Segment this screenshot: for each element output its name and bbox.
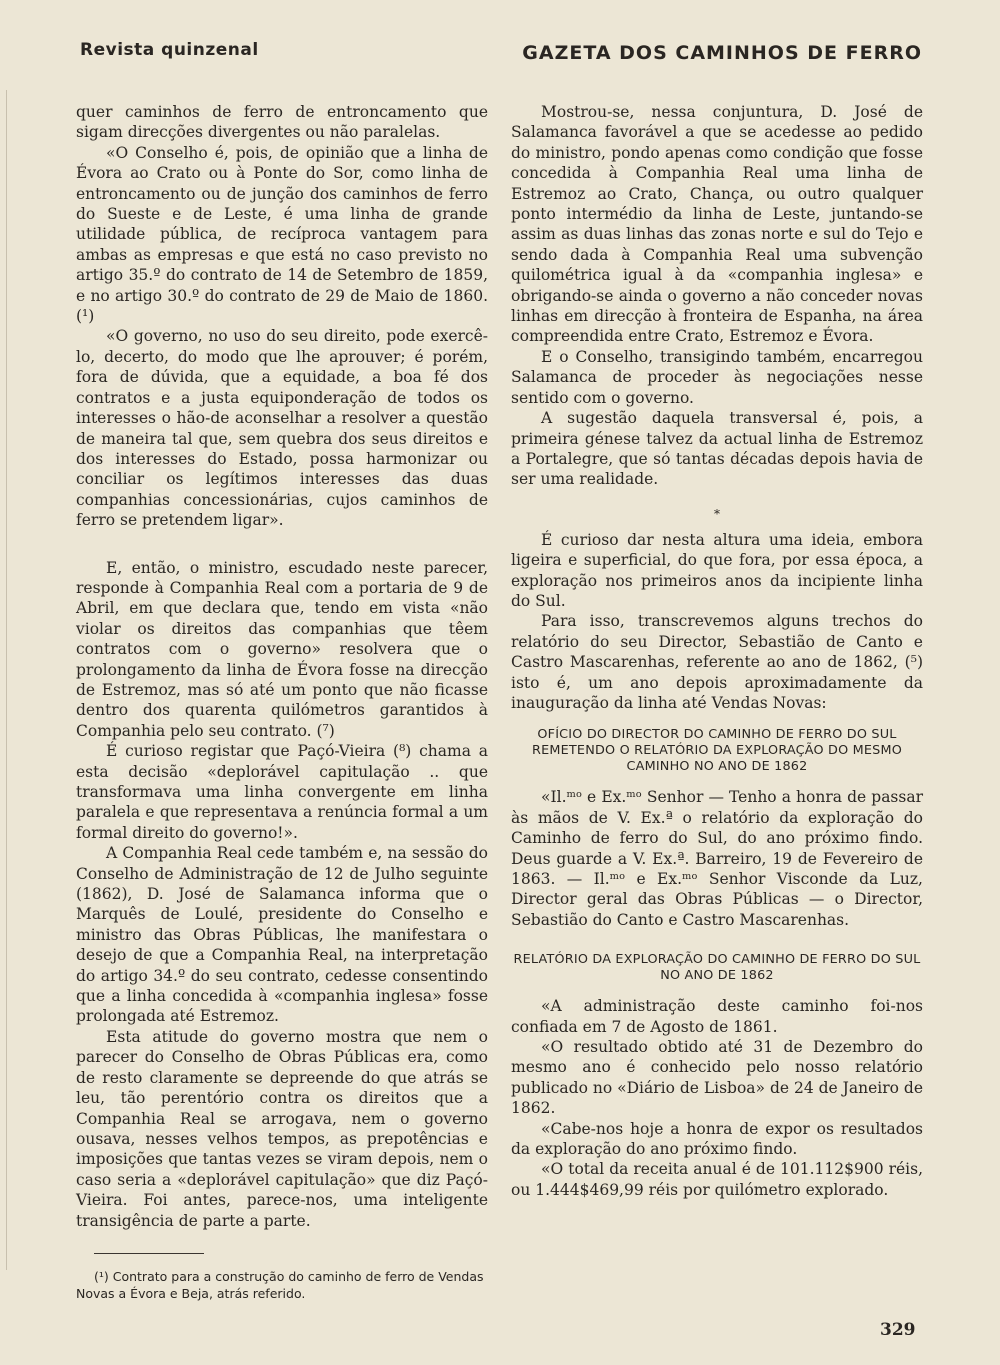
footnote-rule [94,1253,204,1254]
left-column [76,102,488,1302]
paragraph: É curioso registar que Paçó-Vieira (⁸) chama a esta decisão «deplorável capitulação .. que transformava uma linha convergente em linha paralela e que representava a renúncia formal a um formal direito do governo!». [76,742,488,842]
section-heading: OFÍCIO DO DIRECTOR DO CAMINHO DE FERRO DO SUL REMETENDO O RELATÓRIO DA EXPLORAÇÃO DO MESMO CAMINHO NO ANO DE 1862 [532,727,902,775]
paragraph: Mostrou-se, nessa conjuntura, D. José de Salamanca favorável a que se acedesse ao pedido do ministro, pondo apenas como condição que fosse concedida à Companhia Real uma linha de Estremoz ao Crato, Chança, ou outro qualquer ponto intermédio da linha de Leste, juntando-se assim as duas linhas das zonas norte e sul do Tejo e sendo dada à Companhia Real uma subvenção quilométrica igual à da «companhia inglesa» e obrigando-se ainda o governo a não conceder novas linhas em direcção à fronteira de Espanha, na área compreendida entre Crato, Estremoz e Évora. [511,103,923,346]
right-column [511,102,923,1200]
report-paragraph: «O total da receita anual é de 101.112$900 réis, ou 1.444$469,99 réis por quilómetro explorado. [511,1160,923,1199]
paragraph: «O Conselho é, pois, de opinião que a linha de Évora ao Crato ou à Ponte do Sor, como linha de entroncamento ou de junção dos caminhos de ferro do Sueste e de Leste, é uma linha de grande utilidade pública, de recíproca vantagem para ambas as empresas e que está no caso previsto no artigo 35.º do contrato de 14 de Setembro de 1859, e no artigo 30.º do contrato de 29 de Maio de 1860. (¹) [76,143,488,326]
report-paragraph: «O resultado obtido até 31 de Dezembro do mesmo ano é conhecido pelo nosso relatório publicado no «Diário de Lisboa» de 24 de Janeiro de 1862. [511,1038,923,1118]
letter-paragraph: «Il.ᵐᵒ e Ex.ᵐᵒ Senhor — Tenho a honra de passar às mãos de V. Ex.ª o relatório da exploração do Caminho de ferro do Sul, do ano próximo findo. Deus guarde a V. Ex.ª. Barreiro, 19 de Fevereiro de 1863. — Il.ᵐᵒ e Ex.ᵐᵒ Senhor Visconde da Luz, Director geral das Obras Públicas — o Director, Sebastião do Canto e Castro Mascarenhas. [511,788,923,929]
page-number: 329 [880,1320,916,1340]
paragraph: E o Conselho, transigindo também, encarregou Salamanca de proceder às negociações nesse sentido com o governo. [511,347,923,407]
paragraph: A Companhia Real cede também e, na sessão do Conselho de Administração de 12 de Julho seguinte (1862), D. José de Salamanca informa que o Marquês de Loulé, presidente do Conselho e ministro das Obras Públicas, lhe manifestara o desejo de que a Companhia Real, na interpretação do artigo 34.º do seu contrato, cedesse consentindo que a linha concedida à «companhia inglesa» fosse prolongada até Estremoz. [76,844,488,1026]
page-edge [6,90,7,1270]
section-heading: RELATÓRIO DA EXPLORAÇÃO DO CAMINHO DE FERRO DO SUL NO ANO DE 1862 [513,952,921,984]
paragraph: «O governo, no uso do seu direito, pode exercê-lo, decerto, do modo que lhe aprouver; é porém, fora de dúvida, que a equidade, a boa fé dos contratos e a justa equiponderação de todos os interesses o hão-de aconselhar a resolver a questão de maneira tal que, sem quebra dos seus direitos e dos interesses do Estado, possa harmonizar ou conciliar os legítimos interesses das duas companhias concessionárias, cujos caminhos de ferro se pretendem ligar». [76,327,488,530]
paragraph: E, então, o ministro, escudado neste parecer, responde à Companhia Real com a portaria de 9 de Abril, em que declara que, tendo em vista «não violar os direitos das companhias que têem contratos com o governo» resolvera que o prolongamento da linha de Évora fosse na direcção de Estremoz, mas só até um ponto que não ficasse dentro dos quarenta quilómetros garantidos à Companhia pelo seu contrato. (⁷) [76,558,488,740]
paragraph: quer caminhos de ferro de entroncamento que sigam direcções divergentes ou não paralelas. [76,103,488,142]
report-paragraph: «A administração deste caminho foi-nos confiada em 7 de Agosto de 1861. [511,997,923,1036]
paragraph: É curioso dar nesta altura uma ideia, embora ligeira e superficial, do que fora, por essa época, a exploração nos primeiros anos da incipiente linha do Sul. [511,530,923,610]
paragraph: A sugestão daquela transversal é, pois, a primeira génese talvez da actual linha de Estremoz a Portalegre, que só tantas décadas depois havia de ser uma realidade. [511,409,923,489]
paragraph: Esta atitude do governo mostra que nem o parecer do Conselho de Obras Públicas era, como de resto claramente se depreende do que atrás se leu, tão perentório contra os direitos que a Companhia Real se arrogava, nem o governo ousava, nesses velhos tempos, as prepotências e imposições que tantas vezes se viram depois, nem o caso seria a «deplorável capitulação» que diz Paçó-Vieira. Foi antes, parece-nos, uma inteligente transigência de parte a parte. [76,1027,488,1230]
section-separator: * [714,506,720,521]
report-paragraph: «Cabe-nos hoje a honra de expor os resultados da exploração do ano próximo findo. [511,1119,923,1159]
running-header-left: Revista quinzenal [80,40,259,60]
paragraph: Para isso, transcrevemos alguns trechos do relatório do seu Director, Sebastião de Canto e Castro Mascarenhas, referente ao ano de 1862, (⁵) isto é, um ano depois aproximadamente da inauguração da linha até Vendas Novas: [511,612,923,712]
running-header-right: GAZETA DOS CAMINHOS DE FERRO [522,42,922,64]
footnote: (¹) Contrato para a construção do caminho de ferro de Vendas Novas a Évora e Beja, atrás referido. [76,1268,484,1301]
